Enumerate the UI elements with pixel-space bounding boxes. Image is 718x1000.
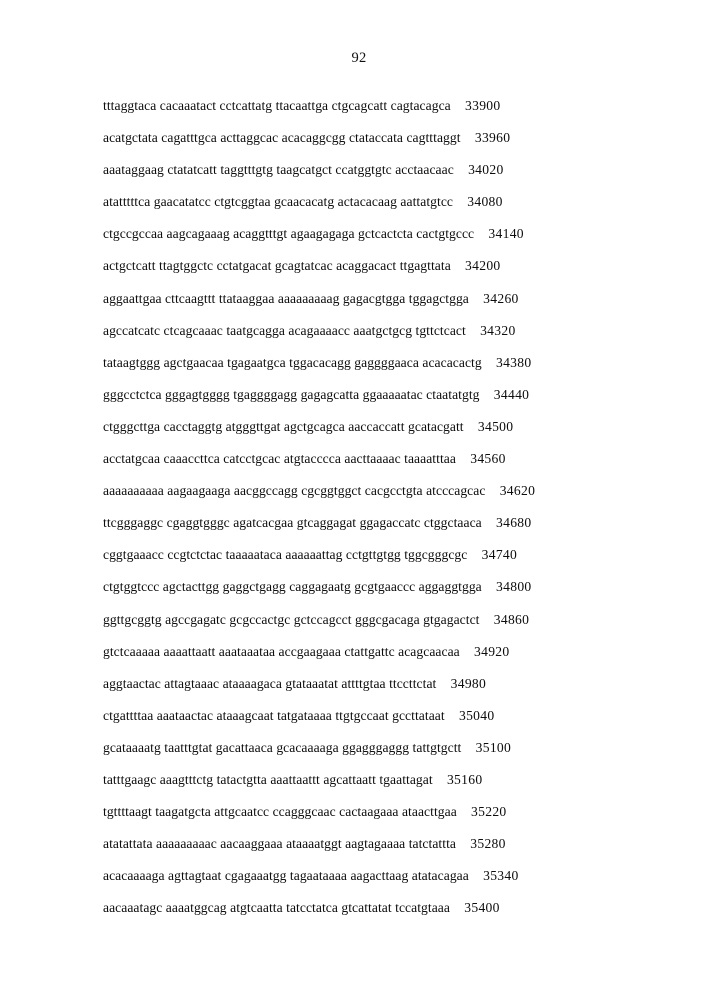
sequence-position-number: 34800: [496, 579, 532, 595]
sequence-line: [103, 764, 648, 796]
sequence-position-number: 34680: [496, 515, 532, 531]
sequence-residues: atatattata aaaaaaaaac aacaaggaaa ataaaatggt aagtagaaaa tatctattta: [103, 836, 456, 852]
sequence-line: [103, 828, 648, 860]
sequence-residues: gcataaaatg taatttgtat gacattaaca gcacaaaaga ggagggaggg tattgtgctt: [103, 739, 462, 755]
sequence-residues: aaataggaag ctatatcatt taggtttgtg taagcatgct ccatggtgtc acctaacaac: [103, 162, 454, 178]
sequence-line: [103, 604, 648, 636]
sequence-residues: ggttgcggtg agccgagatc gcgccactgc gctccagcct gggcgacaga gtgagactct: [103, 611, 480, 627]
sequence-residues: tatttgaagc aaagtttctg tatactgtta aaattaattt agcattaatt tgaattagat: [103, 771, 433, 787]
sequence-position-number: 35400: [464, 900, 500, 916]
page-footer-mark: [0, 993, 718, 994]
sequence-line: [103, 90, 648, 122]
sequence-position-number: 34920: [474, 643, 510, 659]
sequence-line: [103, 283, 648, 315]
sequence-residues: cggtgaaacc ccgtctctac taaaaataca aaaaaattag cctgttgtgg tggcgggcgc: [103, 547, 468, 563]
sequence-residues: gtctcaaaaa aaaattaatt aaataaataa accgaagaaa ctattgattc acagcaacaa: [103, 643, 460, 659]
sequence-residues: tttaggtaca cacaaatact cctcattatg ttacaattga ctgcagcatt cagtacagca: [103, 98, 451, 113]
sequence-line: [103, 154, 648, 186]
sequence-position-number: 34440: [493, 386, 530, 402]
sequence-residues: gggcctctca gggagtgggg tgaggggagg gagagcatta ggaaaaatac ctaatatgtg: [103, 386, 480, 402]
sequence-residues: ctgccgccaa aagcagaaag acaggtttgt agaagagaga gctcactcta cactgtgccc: [103, 226, 475, 242]
sequence-line: [103, 379, 648, 411]
sequence-line: [103, 860, 648, 892]
sequence-position-number: 34260: [483, 290, 519, 306]
sequence-position-number: 35160: [446, 771, 483, 787]
page-number: 92: [351, 50, 367, 66]
sequence-position-number: 35340: [483, 868, 519, 884]
sequence-residues: aaaaaaaaaa aagaagaaga aacggccagg cgcggtggct cacgcctgta atcccagcac: [103, 483, 486, 499]
sequence-line: [103, 250, 648, 282]
sequence-line: [103, 443, 648, 475]
sequence-position-number: 35280: [470, 836, 506, 852]
sequence-residues: acatgctata cagatttgca acttaggcac acacaggcgg ctataccata cagtttaggt: [103, 130, 461, 146]
sequence-line: [103, 700, 648, 732]
sequence-residues: acctatgcaa caaaccttca catcctgcac atgtacccca aacttaaaac taaaatttaa: [103, 451, 456, 467]
sequence-position-number: 34620: [499, 483, 536, 499]
sequence-residues: acacaaaaga agttagtaat cgagaaatgg tagaataaaa aagacttaag atatacagaa: [103, 868, 469, 884]
sequence-position-number: 34860: [493, 611, 530, 627]
sequence-position-number: 34020: [468, 162, 504, 178]
sequence-position-number: 35040: [458, 707, 495, 723]
sequence-line: [103, 411, 648, 443]
sequence-line: [103, 539, 648, 571]
sequence-residues: actgctcatt ttagtggctc cctatgacat gcagtatcac acaggacact ttgagttata: [103, 258, 451, 274]
sequence-residues: aggaattgaa cttcaagttt ttataaggaa aaaaaaaaag gagacgtgga tggagctgga: [103, 290, 469, 306]
sequence-residues: tgttttaagt taagatgcta attgcaatcc ccagggcaac cactaagaaa ataacttgaa: [103, 804, 457, 820]
sequence-listing-block: [103, 90, 648, 924]
sequence-residues: ctgggcttga cacctaggtg atgggttgat agctgcagca aaccaccatt gcatacgatt: [103, 418, 464, 434]
sequence-line: [103, 475, 648, 507]
sequence-position-number: 34200: [465, 258, 501, 274]
sequence-line: [103, 668, 648, 700]
sequence-residues: agccatcatc ctcagcaaac taatgcagga acagaaaacc aaatgctgcg tgttctcact: [103, 322, 466, 338]
sequence-line: [103, 507, 648, 539]
sequence-position-number: 34980: [450, 675, 487, 691]
sequence-position-number: 34380: [495, 354, 532, 370]
sequence-line: [103, 892, 648, 924]
sequence-line: [103, 732, 648, 764]
sequence-line: [103, 218, 648, 250]
sequence-line: [103, 186, 648, 218]
sequence-position-number: 33900: [465, 98, 501, 113]
sequence-residues: atatttttca gaacatatcc ctgtcggtaa gcaacacatg actacacaag aattatgtcc: [103, 194, 453, 210]
sequence-residues: tataagtggg agctgaacaa tgagaatgca tggacacagg gaggggaaca acacacactg: [103, 354, 482, 370]
sequence-line: [103, 636, 648, 668]
sequence-line: [103, 796, 648, 828]
sequence-line: [103, 347, 648, 379]
sequence-position-number: 33960: [474, 130, 511, 146]
sequence-line: [103, 122, 648, 154]
sequence-line: [103, 571, 648, 603]
sequence-position-number: 34080: [467, 194, 503, 210]
sequence-position-number: 34320: [480, 322, 516, 338]
sequence-position-number: 34740: [481, 547, 518, 563]
sequence-position-number: 35220: [471, 804, 507, 820]
sequence-residues: aacaaatagc aaaatggcag atgtcaatta tatcctatca gtcattatat tccatgtaaa: [103, 900, 450, 916]
sequence-line: [103, 315, 648, 347]
sequence-position-number: 35100: [475, 739, 512, 755]
sequence-residues: ctgtggtccc agctacttgg gaggctgagg caggagaatg gcgtgaaccc aggaggtgga: [103, 579, 482, 595]
sequence-residues: ctgattttaa aaataactac ataaagcaat tatgataaaa ttgtgccaat gccttataat: [103, 707, 445, 723]
sequence-position-number: 34560: [470, 451, 506, 467]
sequence-position-number: 34140: [488, 226, 524, 242]
sequence-residues: aggtaactac attagtaaac ataaaagaca gtataaatat attttgtaa ttccttctat: [103, 675, 437, 691]
sequence-position-number: 34500: [477, 418, 514, 434]
sequence-residues: ttcgggaggc cgaggtgggc agatcacgaa gtcaggagat ggagaccatc ctggctaaca: [103, 515, 482, 531]
